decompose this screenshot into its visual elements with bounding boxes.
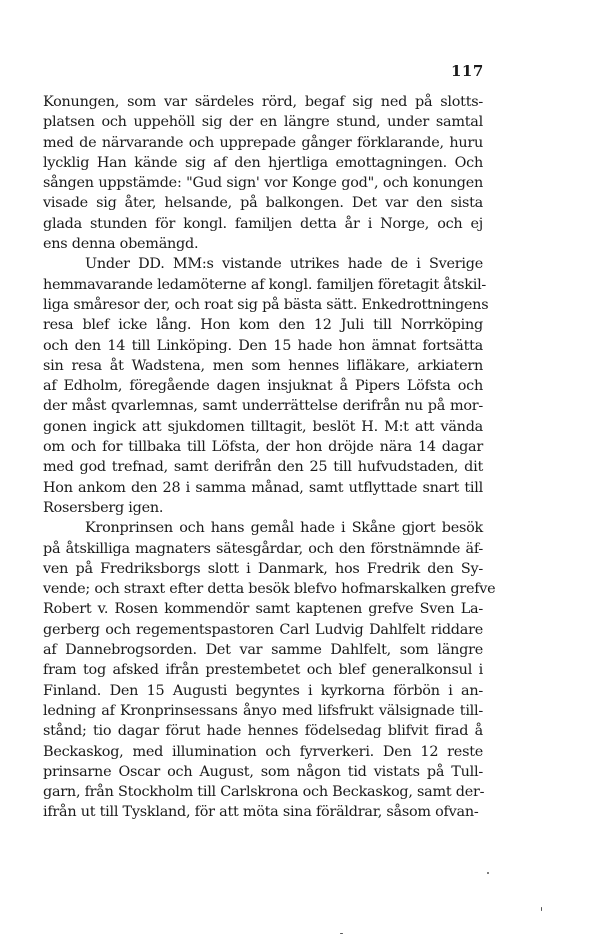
text-line: Rosersberg igen. <box>43 499 164 516</box>
paragraph <box>43 92 483 254</box>
text-line: gerberg och regementspastoren Carl Ludvig Dahlfelt riddare <box>43 621 483 638</box>
text-line: af Dannebrogsorden. Det var samme Dahlfelt, som längre <box>43 642 483 659</box>
text-line: ven på Fredriksborgs slott i Danmark, hos Fredrik den Sy- <box>43 560 483 577</box>
text-line: fram tog afsked ifrån prestembetet och blef generalkonsul i <box>43 662 483 679</box>
text-line: vende; och straxt efter detta besök blefvo hofmarskalken grefve <box>43 581 496 598</box>
text-line: sin resa åt Wadstena, men som hennes lifläkare, arkiatern <box>43 357 483 374</box>
text-line: af Edholm, föregående dagen insjuknat å Pipers Löfsta och <box>43 378 483 395</box>
text-line: gonen ingick att sjukdomen tilltagit, beslöt H. M:t att vända <box>43 418 483 435</box>
text-line: Hon ankom den 28 i samma månad, samt utflyttade snart till <box>43 479 483 496</box>
text-line: med de närvarande och upprepade gånger förklarande, huru <box>43 134 483 151</box>
text-line: visade sig åter, helsande, på balkongen. Det var den sista <box>43 195 483 212</box>
text-line: stånd; tio dagar förut hade hennes födelsedag blifvit firad å <box>43 723 483 740</box>
print-speck <box>340 933 343 934</box>
text-line: med god trefnad, samt derifrån den 25 till hufvudstaden, dit <box>43 459 483 476</box>
text-line: platsen och uppehöll sig der en längre stund, under samtal <box>43 114 483 131</box>
text-line: ledning af Kronprinsessans ånyo med lifsfrukt välsignade till- <box>43 702 483 719</box>
text-line: Beckaskog, med illumination och fyrverkeri. Den 12 reste <box>43 743 483 760</box>
text-line: lycklig Han kände sig af den hjertliga emottagningen. Och <box>43 154 483 171</box>
text-line: glada stunden för kongl. familjen detta år i Norge, och ej <box>43 215 483 232</box>
page-number: 117 <box>451 62 484 80</box>
text-line: Konungen, som var särdeles rörd, begaf sig ned på slotts- <box>43 94 483 110</box>
print-speck <box>487 872 489 874</box>
text-line: sången uppstämde: "Gud sign' vor Konge god", och konungen <box>43 175 483 192</box>
text-line: på åtskilliga magnaters sätesgårdar, och den förstnämnde äf- <box>43 540 483 557</box>
text-line: och den 14 till Linköping. Den 15 hade hon ämnat fortsätta <box>43 337 483 354</box>
paragraph <box>43 254 489 518</box>
print-speck <box>541 907 542 911</box>
text-line: hemmavarande ledamöterne af kongl. familjen företagit åtskil- <box>43 276 487 293</box>
text-line: om och for tillbaka till Löfsta, der hon dröjde nära 14 dagar <box>43 439 483 456</box>
text-line: resa blef icke lång. Hon kom den 12 Juli till Norrköping <box>43 317 483 334</box>
text-line: der måst qvarlemnas, samt underrättelse derifrån nu på mor- <box>43 398 483 415</box>
text-line: prinsarne Oscar och August, som någon tid vistats på Tull- <box>43 763 483 780</box>
text-line: Under DD. MM:s vistande utrikes hade de i Sverige <box>85 256 483 273</box>
text-line: Kronprinsen och hans gemål hade i Skåne gjort besök <box>85 520 483 537</box>
text-line: liga småresor der, och roat sig på bästa sätt. Enkedrottningens <box>43 296 489 313</box>
text-line: Robert v. Rosen kommendör samt kaptenen grefve Sven La- <box>43 601 483 618</box>
text-line: ens denna obemängd. <box>43 236 199 253</box>
text-line: ifrån ut till Tyskland, för att möta sina föräldrar, såsom ofvan- <box>43 804 479 821</box>
text-line: Finland. Den 15 Augusti begyntes i kyrkorna förbön i an- <box>43 682 483 699</box>
paragraph <box>43 518 496 822</box>
body-text <box>43 92 496 823</box>
text-line: garn, från Stockholm till Carlskrona och Beckaskog, samt der- <box>43 784 485 801</box>
